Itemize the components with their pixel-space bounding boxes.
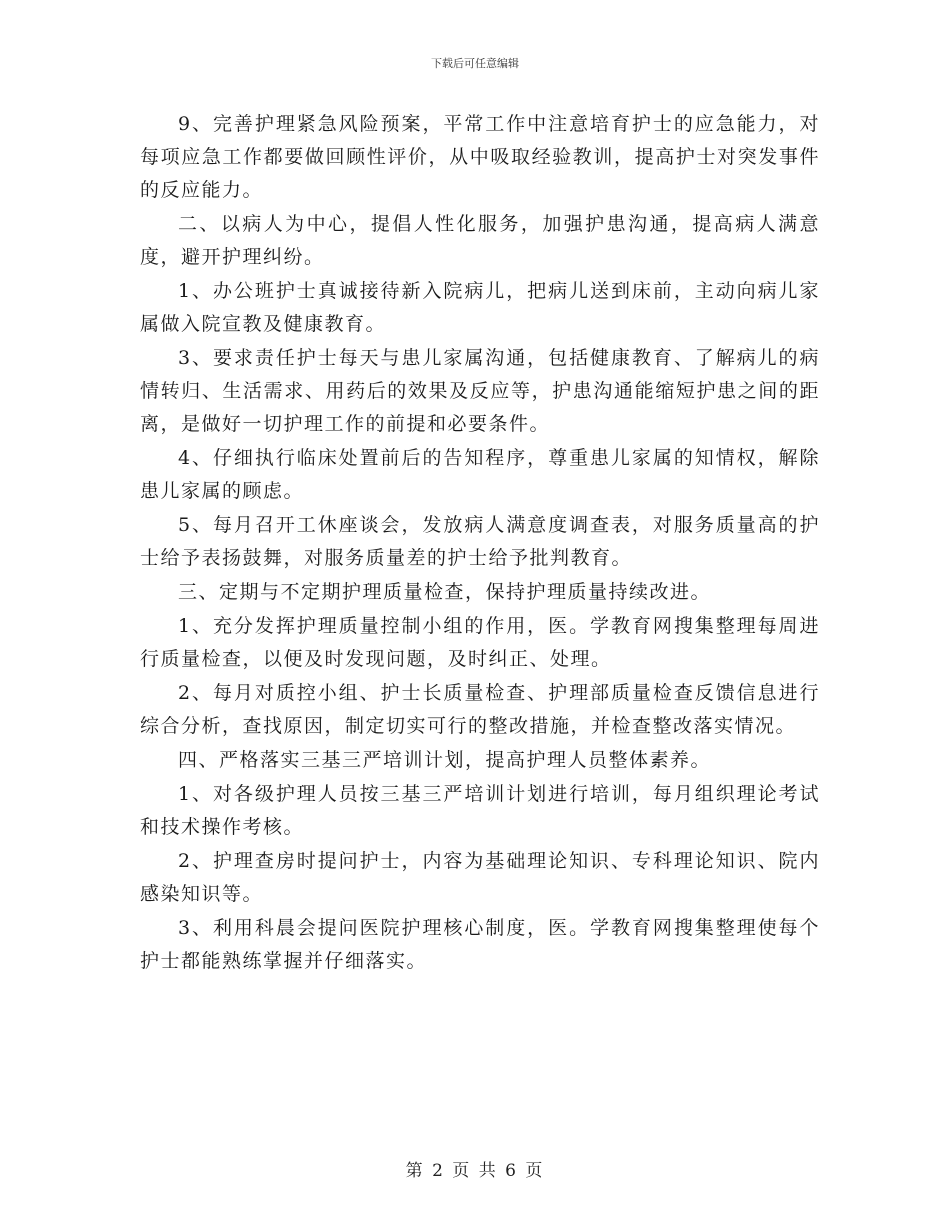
page-header: 下载后可任意编辑	[431, 57, 519, 70]
paragraph-item-9: 9、完善护理紧急风险预案，平常工作中注意培育护士的应急能力，对每项应急工作都要做回顾性评价，从中吸取经验教训，提高护士对突发事件的反应能力。	[140, 113, 820, 201]
paragraph-item-3: 3、利用科晨会提问医院护理核心制度，医。学教育网搜集整理使每个护士都能熟练掌握并仔细落实。	[140, 917, 820, 972]
section-heading-3: 三、定期与不定期护理质量检查，保持护理质量持续改进。	[178, 581, 712, 603]
paragraph-item-3: 3、要求责任护士每天与患儿家属沟通，包括健康教育、了解病儿的病情转归、生活需求、用药后的效果及反应等，护患沟通能缩短护患之间的距离，是做好一切护理工作的前提和必要条件。	[140, 347, 820, 435]
document-body	[140, 108, 820, 979]
paragraph-item-1: 1、充分发挥护理质量控制小组的作用，医。学教育网搜集整理每周进行质量检查，以便及时发现问题，及时纠正、处理。	[140, 615, 820, 670]
paragraph-item-2: 2、每月对质控小组、护士长质量检查、护理部质量检查反馈信息进行综合分析，查找原因，制定切实可行的整改措施，并检查整改落实情况。	[140, 682, 820, 737]
paragraph-item-2: 2、护理查房时提问护士，内容为基础理论知识、专科理论知识、院内感染知识等。	[140, 850, 820, 905]
section-heading-4: 四、严格落实三基三严培训计划，提高护理人员整体素养。	[178, 749, 712, 771]
paragraph-item-5: 5、每月召开工休座谈会，发放病人满意度调查表，对服务质量高的护士给予表扬鼓舞，对服务质量差的护士给予批判教育。	[140, 514, 820, 569]
paragraph-item-1: 1、对各级护理人员按三基三严培训计划进行培训，每月组织理论考试和技术操作考核。	[140, 783, 820, 838]
paragraph-item-1: 1、办公班护士真诚接待新入院病儿，把病儿送到床前，主动向病儿家属做入院宣教及健康教育。	[140, 280, 820, 335]
paragraph-item-4: 4、仔细执行临床处置前后的告知程序，尊重患儿家属的知情权，解除患儿家属的顾虑。	[140, 447, 820, 502]
page-footer: 第 2 页 共 6 页	[405, 1161, 545, 1181]
section-heading-2: 二、以病人为中心，提倡人性化服务，加强护患沟通，提高病人满意度，避开护理纠纷。	[140, 213, 820, 268]
